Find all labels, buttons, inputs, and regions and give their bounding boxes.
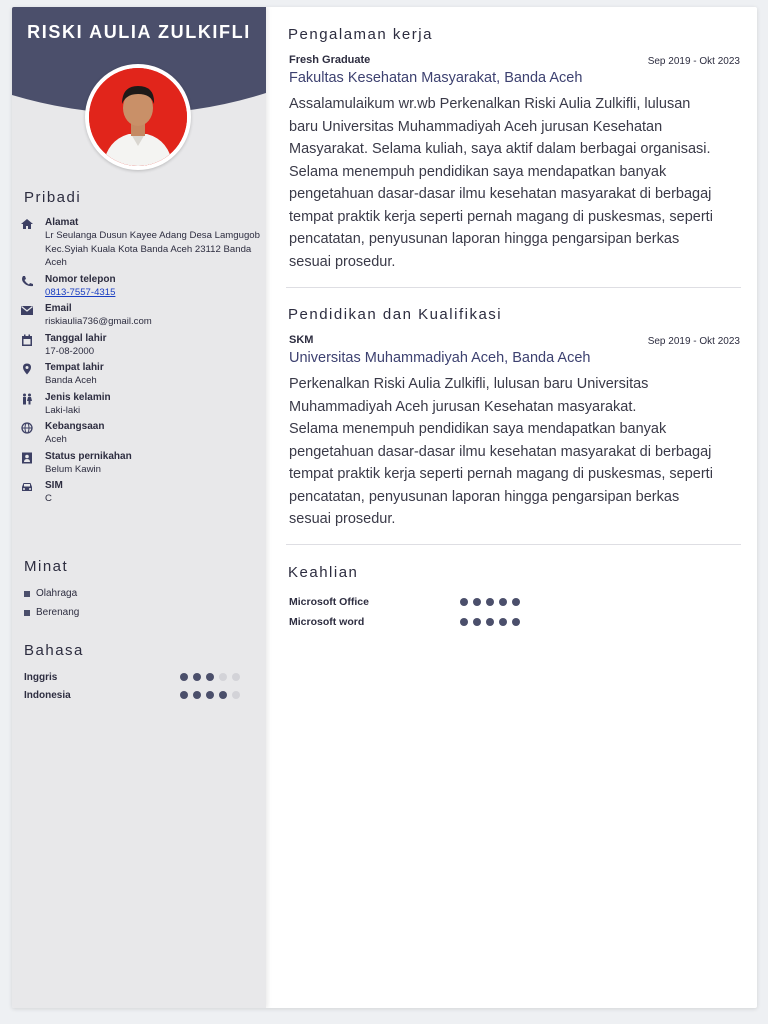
phone-link[interactable]: 0813-7557-4315 [45,286,116,298]
info-email [20,303,260,329]
rating-dot-empty [219,673,227,681]
rating-dot-filled [499,618,507,626]
description-line: Assalamulaikum wr.wb Perkenalkan Riski Aulia Zulkifli, lulusan [289,96,691,112]
gender-icon [20,393,34,405]
description-line: pencatatan, penyusunan laporan hingga pengarsipan berkas [289,231,680,247]
info-label: Tempat lahir [45,362,104,373]
rating-dot-filled [193,691,201,699]
info-address [20,217,260,270]
list-item [24,603,79,622]
education-degree: SKM [289,334,314,346]
info-birth-place [20,362,260,388]
section-divider [286,287,741,288]
rating-dot-filled [460,618,468,626]
language-level-dots [175,673,240,681]
rating-dot-empty [232,673,240,681]
description-line: tempat praktik kerja seperti pernah magang di puskesmas, seperti [289,466,713,482]
rating-dot-filled [486,598,494,606]
description-line: pengetahuan dasar-dasar ilmu kesehatan masyarakat di berbagaj [289,443,712,460]
interest-label: Berenang [36,607,80,618]
rating-dot-filled [180,673,188,681]
rating-dot-filled [473,618,481,626]
calendar-icon [20,334,34,346]
info-value: Laki-laki [45,404,81,416]
experience-description [289,93,741,273]
skill-name: Microsoft word [289,616,365,628]
languages-list [24,668,240,704]
education-date: Sep 2019 - Okt 2023 [647,336,740,347]
experience-organization: Fakultas Kesehatan Masyarakat, Banda Aceh [289,70,583,86]
experience-section-title: Pengalaman kerja [288,26,433,43]
education-institution: Universitas Muhammadiyah Aceh, Banda Aceh [289,350,591,366]
person-name: RISKI AULIA ZULKIFLI [27,22,251,42]
skill-level-dots [455,598,520,606]
skill-name: Microsoft Office [289,596,369,608]
profile-photo [89,68,187,166]
interest-label: Olahraga [36,588,78,599]
experience-role: Fresh Graduate [289,54,371,66]
info-label: SIM [45,480,63,491]
section-divider [286,544,741,545]
info-label: Alamat [45,217,79,228]
phone-icon [20,275,34,287]
personal-info-list [20,217,260,510]
personal-section-title: Pribadi [24,189,82,206]
main-content [288,7,740,1008]
rating-dot-filled [486,618,494,626]
rating-dot-filled [460,598,468,606]
skill-row [289,612,529,632]
description-line: baru Universitas Muhammadiyah Aceh jurusan Kesehatan [289,118,663,135]
experience-date: Sep 2019 - Okt 2023 [647,56,740,67]
description-line: Perkenalkan Riski Aulia Zulkifli, lulusan baru Universitas [289,376,649,392]
rating-dot-filled [180,691,188,699]
education-description [289,373,741,531]
info-label: Email [45,303,72,314]
interests-section-title: Minat [24,558,69,575]
interests-list [24,584,79,622]
rating-dot-filled [206,673,214,681]
rating-dot-empty [232,691,240,699]
description-line: Selama menempuh pendidikan saya mendapatkan banyak [289,163,667,180]
info-nationality [20,421,260,447]
location-pin-icon [20,363,34,375]
info-marital-status [20,451,260,477]
rating-dot-filled [473,598,481,606]
rating-dot-filled [219,691,227,699]
globe-icon [20,422,34,434]
languages-section-title: Bahasa [24,642,84,659]
skills-section-title: Keahlian [288,564,359,581]
description-line: Masyarakat. Selama kuliah, saya aktif dalam berbagai organisasi. [289,141,711,157]
info-label: Kebangsaan [45,421,105,432]
description-line: pengetahuan dasar-dasar ilmu kesehatan masyarakat di berbagaj [289,186,712,202]
language-level-dots [175,691,240,699]
rating-dot-filled [193,673,201,681]
rating-dot-filled [512,598,520,606]
info-label: Jenis kelamin [45,391,111,403]
education-section-title: Pendidikan dan Kualifikasi [288,306,503,323]
info-driving-license [20,480,260,506]
info-value: riskiaulia736@gmail.com [45,316,152,327]
bullet [24,610,30,616]
skill-level-dots [455,618,520,626]
language-name: Inggris [24,671,58,683]
language-row [24,686,240,704]
home-icon [20,218,34,230]
description-line: tempat praktik kerja seperti pernah magang di puskesmas, seperti [289,208,713,225]
id-badge-icon [20,452,34,464]
info-value: Aceh [45,434,67,445]
bullet [24,591,30,597]
description-line: Muhammadiyah Aceh jurusan Kesehatan masyarakat. [289,398,637,415]
description-line: pencatatan, penyusunan laporan hingga pengarsipan berkas [289,488,680,505]
info-value: C [45,493,52,504]
info-value: Banda Aceh [45,375,97,386]
info-label: Status pernikahan [45,450,132,462]
list-item [24,584,79,603]
skill-row [289,592,529,612]
info-phone [20,274,260,300]
sidebar [12,7,266,1008]
info-birth-date [20,333,260,359]
resume-page [12,7,757,1008]
info-gender [20,392,260,418]
info-value: Lr Seulanga Dusun Kayee Adang Desa Lamgugob Kec.Syiah Kuala Kota Banda Aceh 23112 Banda Aceh [45,230,260,268]
info-label: Tanggal lahir [45,332,107,344]
avatar [85,64,191,170]
description-line: Selama menempuh pendidikan saya mendapatkan banyak [289,421,667,437]
description-line: sesuai prosedur. [289,253,396,270]
language-name: Indonesia [24,689,71,701]
rating-dot-filled [206,691,214,699]
email-icon [20,304,34,316]
rating-dot-filled [499,598,507,606]
rating-dot-filled [512,618,520,626]
info-label: Nomor telepon [45,273,116,285]
car-icon [20,481,34,493]
language-row [24,668,240,686]
info-value: 17-08-2000 [45,345,95,357]
description-line: sesuai prosedur. [289,511,396,527]
info-value: Belum Kawin [45,463,101,475]
